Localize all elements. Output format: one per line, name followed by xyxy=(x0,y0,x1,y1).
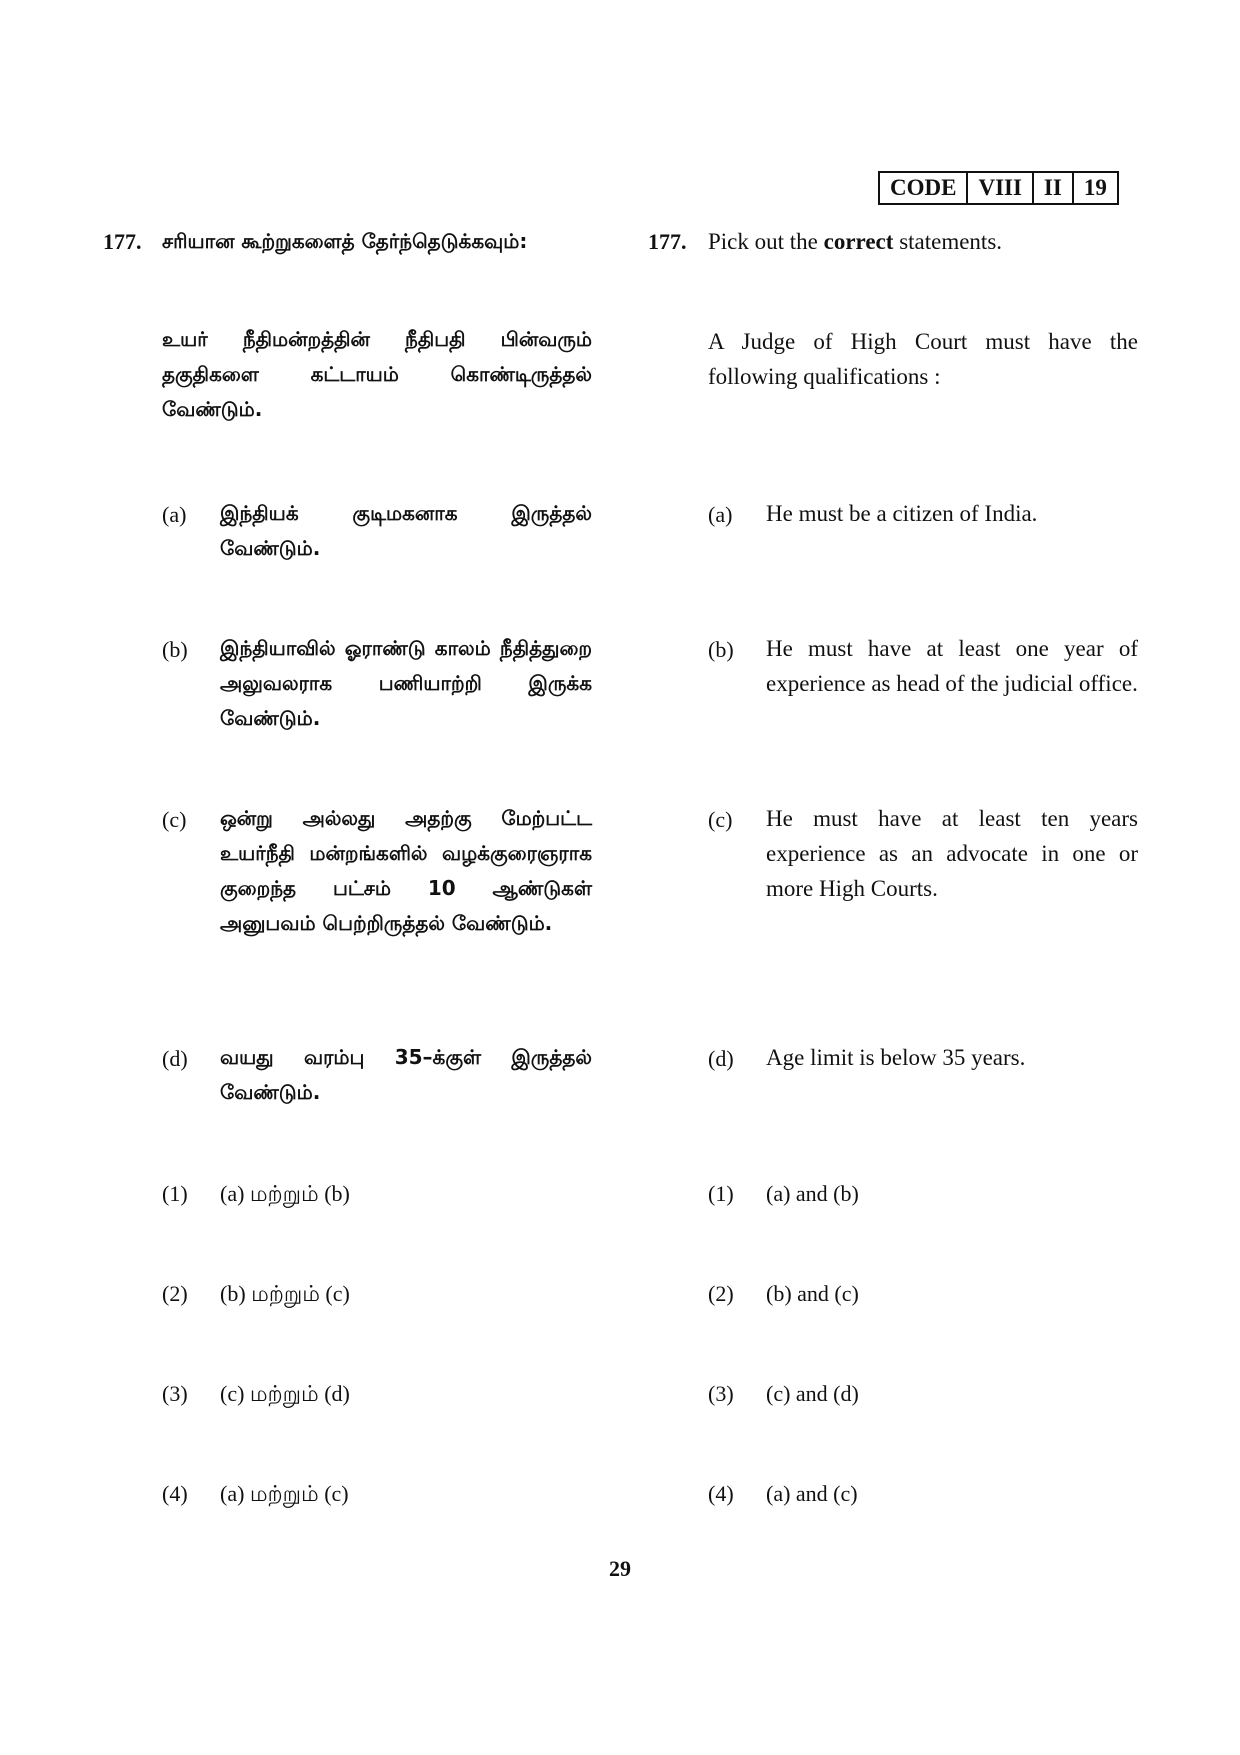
english-option-text[interactable]: (a) and (b) xyxy=(766,1181,859,1206)
english-stem: A Judge of High Court must have the following qualifications : xyxy=(708,329,1138,389)
english-statement-label: (a) xyxy=(708,502,733,527)
english-statement-text: He must be a citizen of India. xyxy=(766,501,1038,526)
english-option-text[interactable]: (a) and (c) xyxy=(766,1481,858,1506)
question-number-tamil: 177. xyxy=(103,229,142,254)
tamil-option-label: (1) xyxy=(162,1181,188,1206)
english-instruction-emphasis: correct xyxy=(823,229,894,254)
english-instruction xyxy=(708,224,1148,259)
english-instruction-suffix: statements. xyxy=(893,229,1003,254)
tamil-statement-text: ஒன்று அல்லது அதற்கு மேற்பட்ட உயர்நீதி மன்றங்களில் வழக்குரைஞராக குறைந்த பட்சம் 10 ஆண்டுகள் அனுபவம் பெற்றிருத்தல் வேண்டும். xyxy=(220,806,592,935)
question-number-english: 177. xyxy=(648,229,687,254)
tamil-instruction: சரியான கூற்றுகளைத் தேர்ந்தெடுக்கவும்: xyxy=(162,229,528,253)
english-option-text[interactable]: (c) and (d) xyxy=(766,1381,859,1406)
tamil-option-text[interactable]: (b) மற்றும் (c) xyxy=(220,1281,350,1306)
tamil-statement-label: (b) xyxy=(162,637,188,662)
tamil-option-label: (2) xyxy=(162,1281,188,1306)
code-paper: II xyxy=(1032,173,1072,203)
page-number: 29 xyxy=(609,1556,631,1581)
english-statement-text: Age limit is below 35 years. xyxy=(766,1045,1026,1070)
code-box xyxy=(878,171,1119,205)
tamil-statement-text: இந்தியாவில் ஓராண்டு காலம் நீதித்துறை அலுவலராக பணியாற்றி இருக்க வேண்டும். xyxy=(220,636,592,730)
english-option-text[interactable]: (b) and (c) xyxy=(766,1281,859,1306)
english-option-label: (3) xyxy=(708,1381,734,1406)
code-label: CODE xyxy=(890,175,957,200)
english-option-label: (1) xyxy=(708,1181,734,1206)
english-statement-label: (d) xyxy=(708,1046,734,1071)
code-number: 19 xyxy=(1072,173,1117,203)
tamil-stem: உயர் நீதிமன்றத்தின் நீதிபதி பின்வரும் தகுதிகளை கட்டாயம் கொண்டிருத்தல் வேண்டும். xyxy=(162,327,592,421)
code-set: VIII xyxy=(966,173,1031,203)
english-statement-label: (c) xyxy=(708,807,733,832)
tamil-statement-label: (a) xyxy=(162,502,187,527)
english-statement-text: He must have at least one year of experience as head of the judicial office. xyxy=(766,636,1138,696)
english-statement-label: (b) xyxy=(708,637,734,662)
tamil-option-text[interactable]: (a) மற்றும் (b) xyxy=(220,1181,350,1206)
tamil-statement-text: வயது வரம்பு 35–க்குள் இருத்தல் வேண்டும். xyxy=(220,1045,592,1104)
tamil-option-text[interactable]: (c) மற்றும் (d) xyxy=(220,1381,350,1406)
english-option-label: (2) xyxy=(708,1281,734,1306)
tamil-statement-text: இந்தியக் குடிமகனாக இருத்தல் வேண்டும். xyxy=(220,501,592,560)
tamil-option-label: (3) xyxy=(162,1381,188,1406)
english-instruction-prefix: Pick out the xyxy=(708,229,824,254)
tamil-option-text[interactable]: (a) மற்றும் (c) xyxy=(220,1481,349,1506)
tamil-option-label: (4) xyxy=(162,1481,188,1506)
tamil-statement-label: (c) xyxy=(162,807,187,832)
english-option-label: (4) xyxy=(708,1481,734,1506)
english-statement-text: He must have at least ten years experience as an advocate in one or more High Courts. xyxy=(766,806,1138,901)
tamil-statement-label: (d) xyxy=(162,1046,188,1071)
